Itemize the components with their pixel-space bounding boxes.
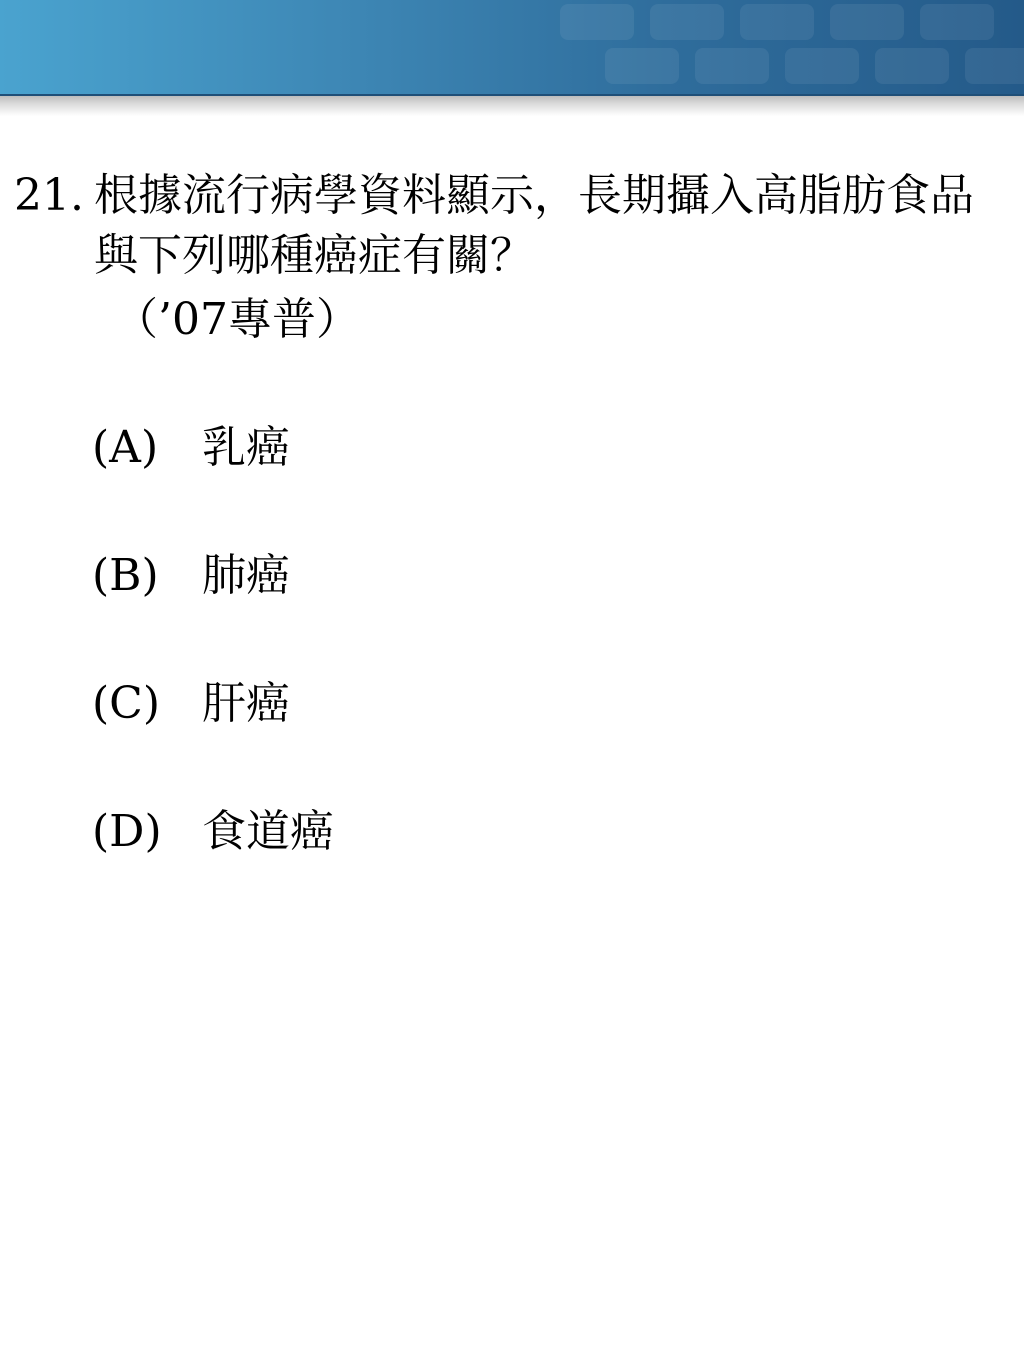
question-text: 根據流行病學資料顯示，長期攝入高脂肪食品與下列哪種癌症有關？ [94, 170, 974, 281]
banner-decor-tile [695, 48, 769, 84]
option-key: (D) [92, 806, 162, 857]
banner-decor-tile [650, 4, 724, 40]
question-source: （’07專普） [114, 294, 360, 345]
option-key: (B) [92, 550, 159, 601]
option-text: 乳癌 [202, 422, 290, 473]
banner-decor-tile [785, 48, 859, 84]
question-number: 21. [14, 170, 84, 221]
banner-decor-tile [965, 48, 1024, 84]
option-text: 肝癌 [202, 678, 290, 729]
option-b [92, 546, 334, 674]
banner-decor-tile [920, 4, 994, 40]
option-a [92, 418, 334, 546]
header-banner [0, 0, 1024, 94]
option-key: (A) [92, 422, 159, 473]
banner-decor-tile [605, 48, 679, 84]
banner-decor-tile [875, 48, 949, 84]
question-row [14, 166, 1014, 286]
option-text: 肺癌 [202, 550, 290, 601]
banner-decor-tile [560, 4, 634, 40]
option-c [92, 674, 334, 802]
option-key: (C) [92, 678, 160, 729]
header-shadow [0, 96, 1024, 116]
option-text: 食道癌 [202, 806, 334, 857]
option-d [92, 802, 334, 930]
banner-decor-tile [830, 4, 904, 40]
banner-decor-tile [740, 4, 814, 40]
question-block [14, 166, 1014, 350]
answer-options [92, 418, 334, 930]
